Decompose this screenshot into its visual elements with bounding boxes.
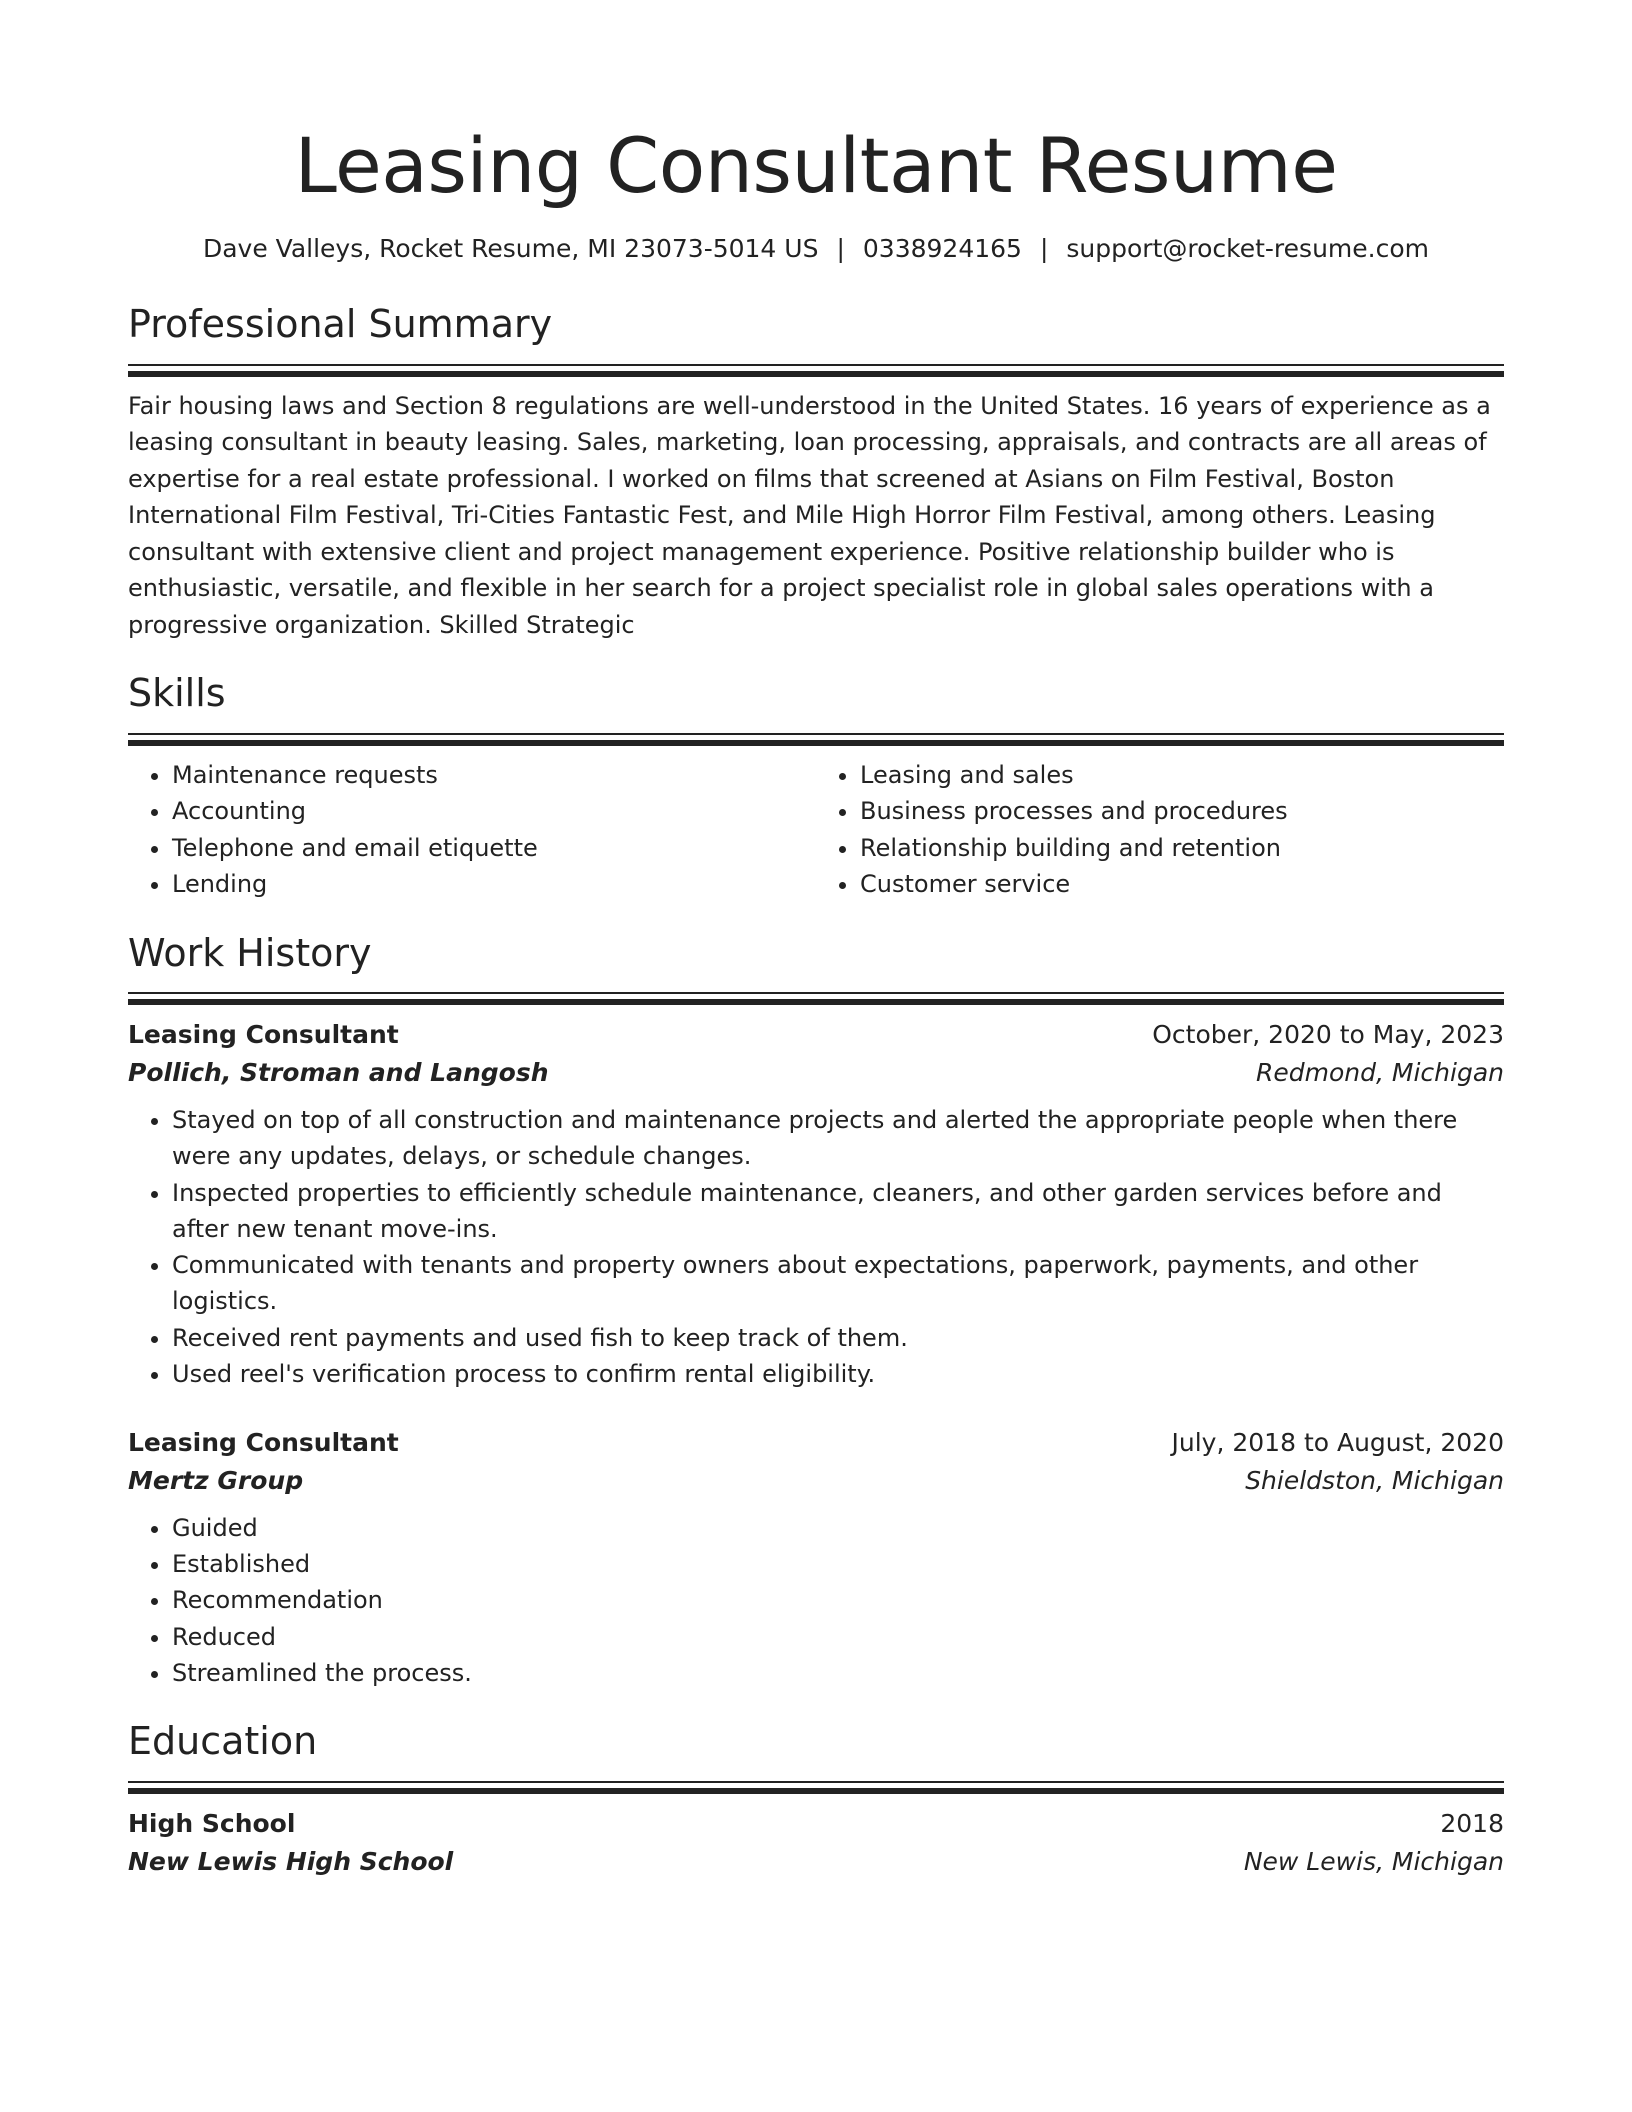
work-section [128,931,1504,1691]
section-divider [128,992,1504,1004]
education-school: New Lewis High School [128,1846,454,1876]
job-dates: July, 2018 to August, 2020 [1171,1427,1504,1457]
job-title: Leasing Consultant [128,1020,399,1050]
duty-item: • Received rent payments and used fish to keep track of them. [172,1320,1504,1356]
contact-separator: | [836,234,845,263]
job-dates: October, 2020 to May, 2023 [1152,1020,1504,1050]
duty-item: • Inspected properties to efficiently schedule maintenance, cleaners, and other garden services before and after new tenant move-ins. [172,1175,1504,1247]
job-location: Redmond, Michigan [1256,1058,1504,1088]
job-entry [128,1424,1504,1691]
job-company: Mertz Group [128,1465,304,1495]
education-subheader [128,1843,1504,1881]
job-subheader [128,1462,1504,1500]
contact-address: Dave Valleys, Rocket Resume, MI 23073-5014 US [202,234,819,263]
job-header [128,1016,1504,1054]
job-location: Shieldston, Michigan [1245,1465,1504,1495]
job-entry [128,1016,1504,1392]
skill-item: • Leasing and sales [860,757,1504,794]
education-entry [128,1805,1504,1881]
summary-section [128,302,1504,643]
skills-column-right [816,757,1504,903]
duty-item: • Recommendation [172,1582,1504,1618]
skill-item: • Accounting [172,793,816,830]
resume-title: Leasing Consultant Resume [294,121,1338,210]
skill-item: • Business processes and procedures [860,793,1504,830]
section-divider [128,1781,1504,1793]
education-section [128,1719,1504,1881]
contact-line [128,234,1504,264]
skills-column-left [128,757,816,903]
skill-item: • Maintenance requests [172,757,816,794]
skills-section [128,671,1504,903]
education-heading: Education [128,1718,318,1763]
education-year: 2018 [1440,1808,1504,1838]
job-title: Leasing Consultant [128,1427,399,1457]
job-duties [128,1102,1504,1392]
skill-item: • Telephone and email etiquette [172,830,816,867]
skill-item: • Relationship building and retention [860,830,1504,867]
duty-item: • Used reel's verification process to confirm rental eligibility. [172,1356,1504,1392]
duty-item: • Guided [172,1510,1504,1546]
education-degree: High School [128,1808,296,1838]
resume-page [128,110,1504,1881]
duty-item: • Streamlined the process. [172,1655,1504,1691]
job-duties [128,1510,1504,1691]
skill-item: • Customer service [860,866,1504,903]
duty-item: • Communicated with tenants and property owners about expectations, paperwork, payments, and other logistics. [172,1247,1504,1319]
contact-phone: 0338924165 [862,234,1022,263]
section-divider [128,364,1504,376]
job-header [128,1424,1504,1462]
duty-item: • Established [172,1546,1504,1582]
contact-separator: | [1039,234,1049,263]
skills-heading: Skills [128,671,226,716]
duty-item: • Reduced [172,1619,1504,1655]
job-company: Pollich, Stroman and Langosh [128,1058,549,1088]
contact-email: support@rocket-resume.com [1066,234,1429,263]
duty-item: • Stayed on top of all construction and maintenance projects and alerted the appropriate people when there were any updates, delays, or schedule changes. [172,1102,1504,1174]
skills-list [128,757,1504,903]
section-divider [128,733,1504,745]
work-heading: Work History [128,930,372,975]
summary-text: Fair housing laws and Section 8 regulations are well-understood in the United States. 16 years of experience as a leasing consultant in beauty leasing. Sales, marketing, loan processing, appraisals, and contracts are all areas of expertise for a real estate professional. I worked on films that screened at Asians on Film Festival, Boston International Film Festival, Tri-Cities Fantastic Fest, and Mile High Horror Film Festival, among others. Leasing consultant with extensive client and project management experience. Positive relationship builder who is enthusiastic, versatile, and flexible in her search for a project specialist role in global sales operations with a progressive organization. Skilled Strategic [128,391,1491,639]
skill-item: • Lending [172,866,816,903]
education-location: New Lewis, Michigan [1243,1846,1504,1876]
job-subheader [128,1054,1504,1092]
education-header [128,1805,1504,1843]
summary-heading: Professional Summary [128,302,553,346]
